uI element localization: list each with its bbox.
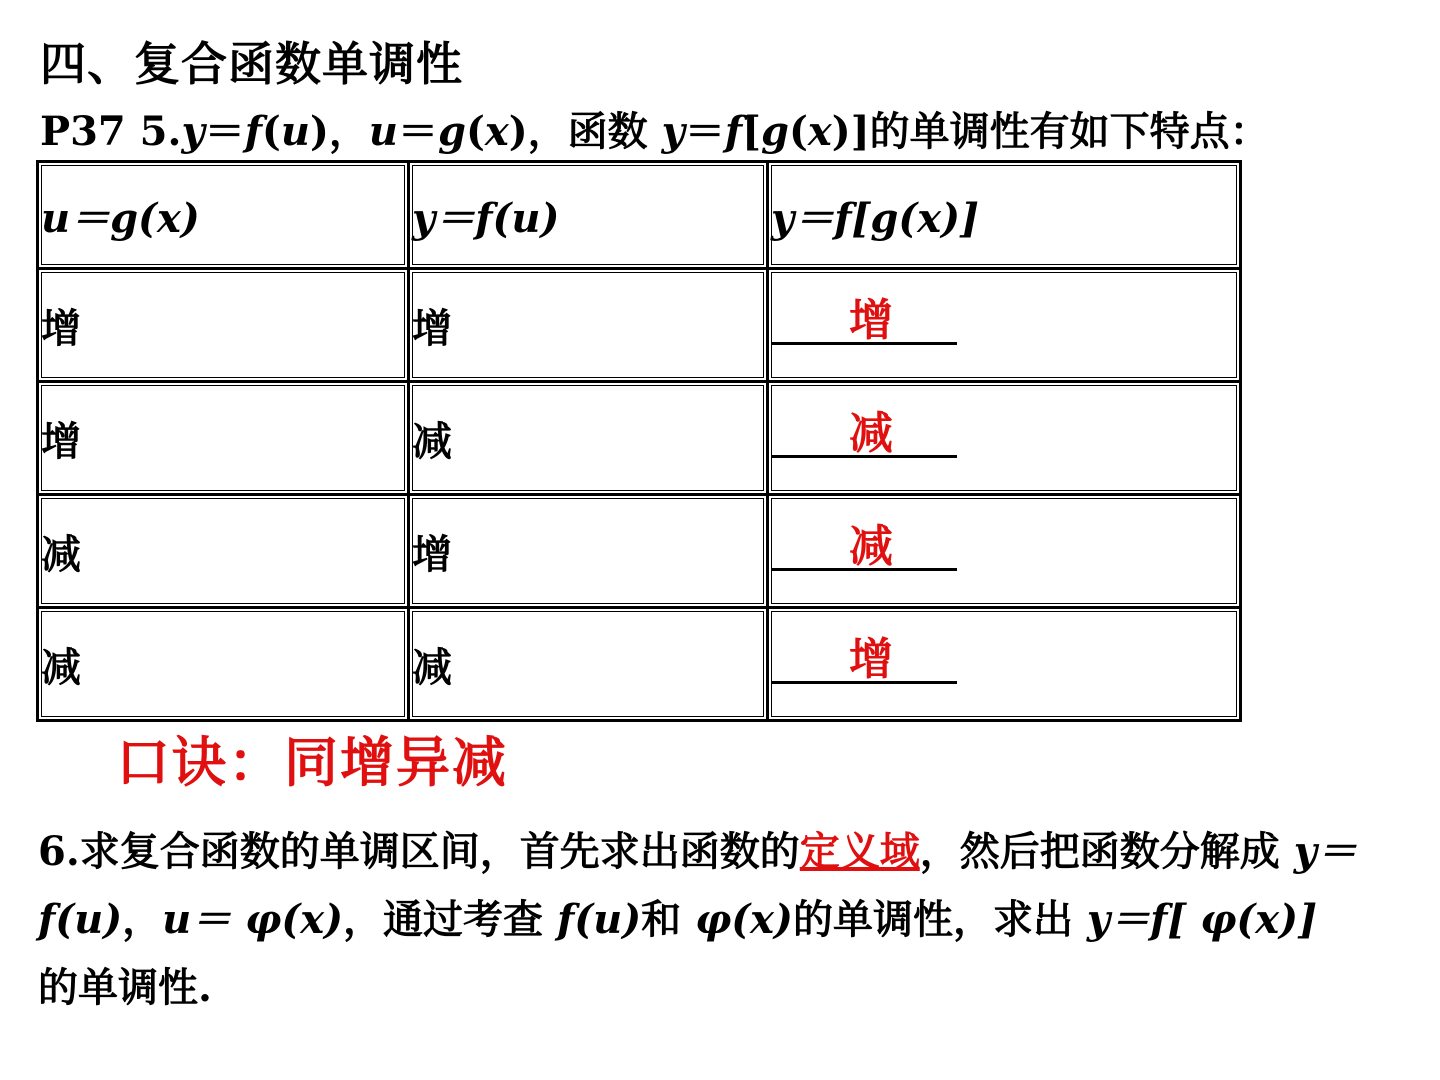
- answer-value: 增: [849, 634, 893, 685]
- answer-value: 减: [849, 521, 893, 572]
- cell-outer: 减: [409, 608, 768, 721]
- table-row: [38, 382, 1241, 495]
- cell-outer: 增: [409, 269, 768, 382]
- problem-number: P37 5.: [40, 108, 182, 155]
- header-inner-function: u＝g(x): [38, 162, 409, 269]
- section-heading: 四、复合函数单调性: [40, 37, 463, 91]
- answer-value: 减: [849, 408, 893, 459]
- cell-inner: 增: [38, 382, 409, 495]
- cell-composite: [768, 269, 1241, 382]
- table-row: [38, 269, 1241, 382]
- paragraph-6: 6.求复合函数的单调区间，首先求出函数的定义域，然后把函数分解成 y＝f(u)，u＝ φ(x)，通过考查 f(u)和 φ(x)的单调性，求出 y＝f[ φ(x)] 的单调性.: [38, 828, 1357, 1011]
- answer-value: 增: [849, 295, 893, 346]
- answer-blank: [771, 609, 957, 709]
- answer-blank: [771, 383, 957, 483]
- problem-statement: P37 5.y＝f(u)，u＝g(x)，函数 y＝f[g(x)]的单调性有如下特点：: [40, 108, 1270, 155]
- cell-outer: 增: [409, 495, 768, 608]
- highlight-domain: 定义域: [799, 828, 920, 875]
- answer-blank: [771, 270, 957, 370]
- header-outer-function: y＝f(u): [409, 162, 768, 269]
- table-row: [38, 608, 1241, 721]
- answer-blank: [771, 496, 957, 596]
- cell-composite: [768, 495, 1241, 608]
- monotonicity-table: [36, 160, 1242, 722]
- cell-inner: 增: [38, 269, 409, 382]
- mnemonic-rule: 口诀：同增异减: [116, 730, 508, 794]
- cell-composite: [768, 608, 1241, 721]
- cell-inner: 减: [38, 495, 409, 608]
- cell-outer: 减: [409, 382, 768, 495]
- table-row: [38, 495, 1241, 608]
- cell-composite: [768, 382, 1241, 495]
- cell-inner: 减: [38, 608, 409, 721]
- table-header-row: [38, 162, 1241, 269]
- header-composite-function: y＝f[g(x)]: [768, 162, 1241, 269]
